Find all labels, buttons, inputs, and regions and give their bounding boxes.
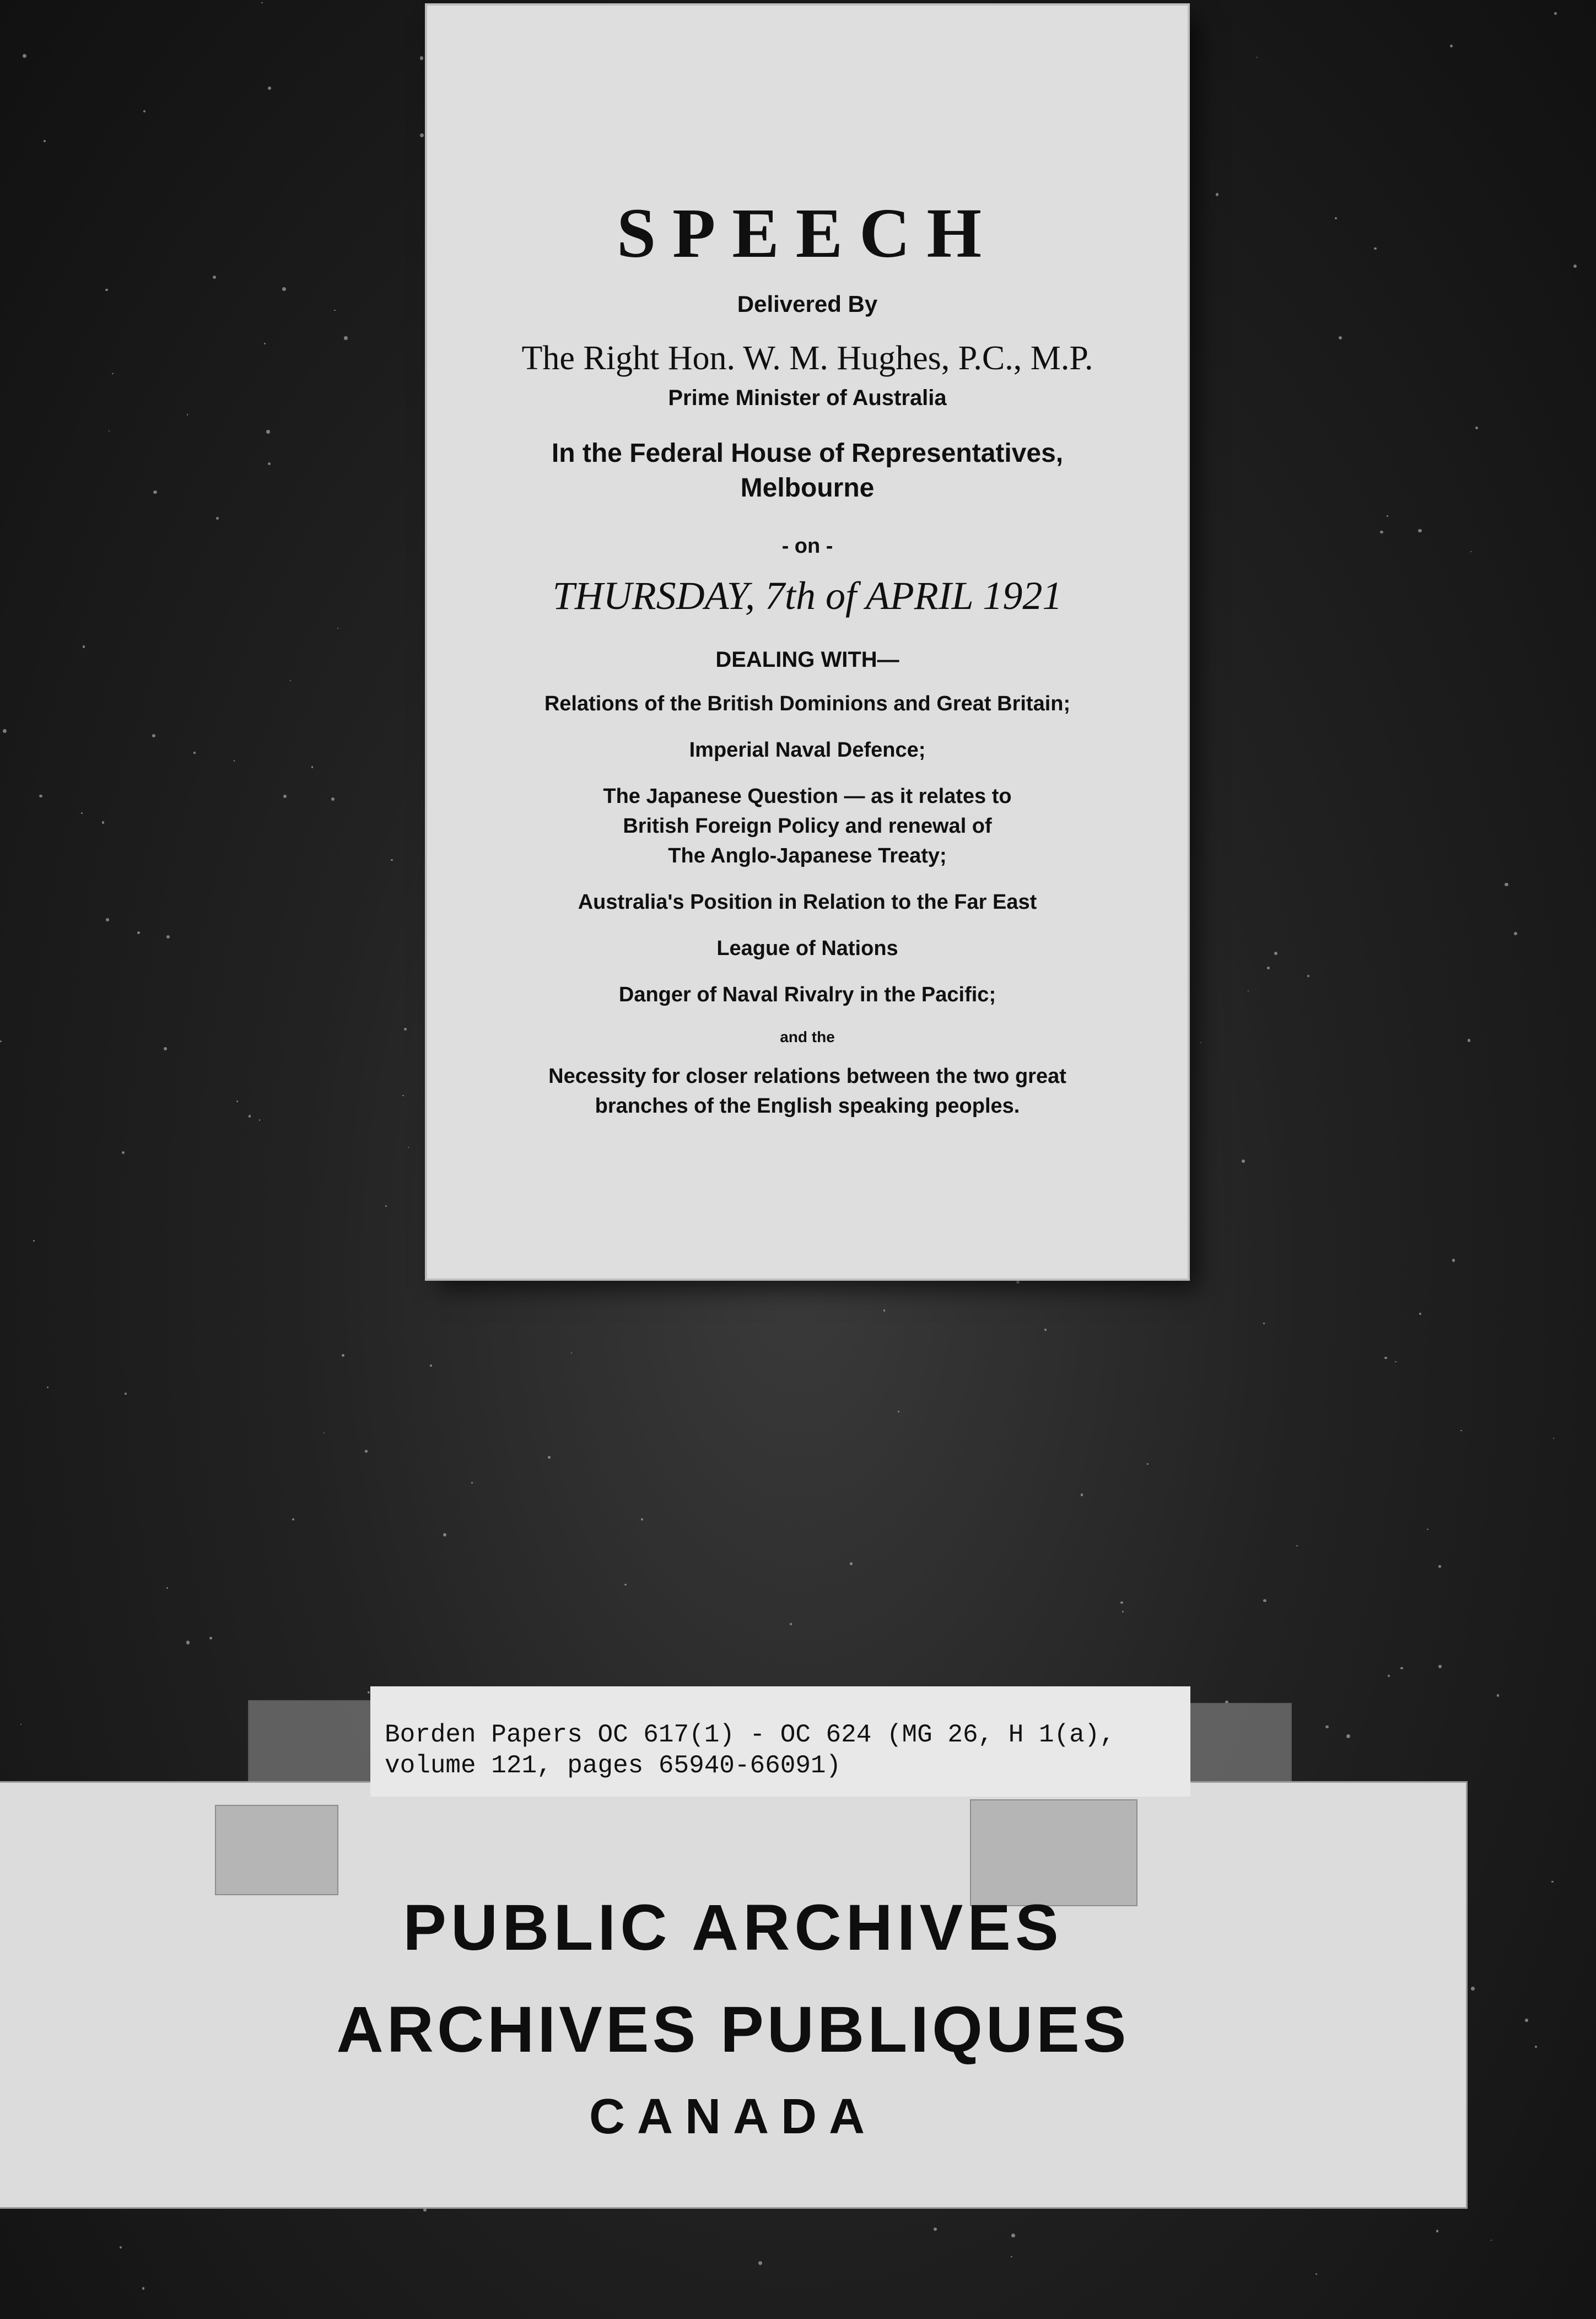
film-speck — [1438, 1565, 1441, 1567]
film-speck — [391, 859, 392, 861]
film-speck — [404, 1028, 407, 1031]
venue-line-1: In the Federal House of Representatives, — [551, 439, 1064, 468]
film-speck — [1419, 1313, 1421, 1315]
film-speck — [934, 2228, 937, 2231]
film-speck — [1011, 2234, 1015, 2237]
film-speck — [624, 1584, 626, 1585]
reference-line-1: Borden Papers OC 617(1) - OC 624 (MG 26, H 1(a), — [385, 1721, 1115, 1749]
film-speck — [334, 310, 335, 311]
archives-line-fr: ARCHIVES PUBLIQUES — [336, 1993, 1130, 2066]
topic-item — [427, 1061, 1188, 1121]
film-speck — [1081, 1493, 1083, 1496]
topic-line: branches of the English speaking peoples. — [595, 1094, 1020, 1118]
film-speck — [1120, 1601, 1123, 1604]
film-speck — [420, 56, 423, 60]
reference-line-2: volume 121, pages 65940-66091) — [385, 1751, 842, 1780]
film-speck — [1016, 1281, 1020, 1284]
film-speck — [142, 2287, 144, 2289]
topic-item — [427, 934, 1188, 963]
speech-date: THURSDAY, 7th of APRIL 1921 — [552, 574, 1063, 618]
film-speck — [1554, 12, 1557, 15]
topic-line: Necessity for closer relations between the two great — [548, 1065, 1066, 1088]
film-speck — [105, 289, 107, 291]
archives-card — [0, 1783, 1466, 2207]
film-speck — [1400, 1667, 1403, 1669]
film-speck — [365, 1450, 367, 1452]
film-speck — [122, 1151, 125, 1154]
film-speck — [1380, 531, 1383, 533]
film-speck — [1257, 57, 1258, 58]
film-speck — [1450, 45, 1453, 47]
topic-item — [427, 735, 1188, 765]
film-speck — [368, 1691, 370, 1694]
film-speck — [1387, 515, 1388, 517]
film-speck — [1307, 975, 1309, 977]
film-speck — [641, 1518, 643, 1520]
film-speck — [443, 1533, 446, 1536]
film-speck — [266, 430, 270, 434]
tape-piece — [1179, 1703, 1292, 1788]
film-speck — [402, 1095, 404, 1097]
film-speck — [1438, 1665, 1442, 1668]
topic-item — [427, 781, 1188, 871]
reference-label — [370, 1686, 1190, 1797]
film-speck — [1147, 1463, 1149, 1465]
film-speck — [1497, 1694, 1499, 1696]
topic-line: League of Nations — [716, 937, 898, 960]
topic-line: Danger of Naval Rivalry in the Pacific; — [618, 983, 996, 1006]
film-speck — [143, 110, 145, 112]
film-speck — [408, 1147, 409, 1148]
tape-piece — [215, 1805, 338, 1895]
film-speck — [323, 1432, 325, 1433]
film-speck — [234, 760, 235, 762]
film-speck — [1553, 1438, 1554, 1439]
speech-pamphlet — [427, 6, 1188, 1279]
film-speck — [1267, 967, 1270, 969]
film-speck — [1525, 2019, 1528, 2021]
topic-line: The Anglo-Japanese Treaty; — [668, 844, 947, 867]
film-speck — [331, 797, 335, 801]
film-speck — [1475, 427, 1478, 429]
film-speck — [186, 1641, 190, 1644]
tape-piece — [248, 1700, 382, 1791]
film-speck — [1339, 336, 1342, 339]
film-speck — [1374, 247, 1376, 250]
film-speck — [106, 918, 109, 921]
pamphlet-title: SPEECH — [616, 194, 999, 272]
film-speck — [1335, 217, 1337, 219]
speaker-role: Prime Minister of Australia — [668, 386, 947, 410]
film-speck — [282, 287, 286, 291]
film-speck — [471, 1482, 473, 1484]
film-speck — [268, 87, 271, 90]
film-speck — [249, 1115, 251, 1117]
on-label: - on - — [781, 535, 833, 558]
film-speck — [1395, 1361, 1396, 1362]
film-speck — [1346, 1734, 1350, 1738]
film-speck — [1505, 883, 1508, 886]
archives-country: CANADA — [589, 2089, 877, 2144]
film-speck — [153, 490, 157, 494]
film-speck — [259, 1119, 260, 1120]
topic-line: British Foreign Policy and renewal of — [623, 815, 992, 838]
and-the-connector — [427, 1026, 1188, 1048]
film-speck — [423, 2208, 427, 2212]
film-speck — [292, 1518, 294, 1520]
film-speck — [883, 1309, 886, 1312]
topic-list — [427, 689, 1188, 1137]
topic-item — [427, 980, 1188, 1010]
delivered-by: Delivered By — [737, 291, 878, 317]
topic-item — [427, 887, 1188, 917]
and-the-text: and the — [780, 1028, 835, 1045]
film-speck — [193, 752, 195, 753]
dealing-with-heading: DEALING WITH— — [715, 648, 899, 672]
topic-item — [427, 689, 1188, 719]
film-speck — [33, 1240, 34, 1241]
film-speck — [102, 821, 104, 823]
film-speck — [311, 766, 314, 768]
film-speck — [548, 1456, 551, 1459]
venue-line-2: Melbourne — [740, 473, 875, 503]
film-speck — [164, 1047, 167, 1050]
film-speck — [1471, 1987, 1475, 1991]
film-speck — [1216, 193, 1219, 196]
film-speck — [850, 1562, 852, 1565]
speaker-name: The Right Hon. W. M. Hughes, P.C., M.P. — [521, 339, 1093, 377]
topic-line: Imperial Naval Defence; — [689, 738, 926, 762]
topic-line: Australia's Position in Relation to the Far East — [578, 891, 1037, 914]
archives-line-en: PUBLIC ARCHIVES — [403, 1891, 1063, 1964]
topic-line: Relations of the British Dominions and Great Britain; — [544, 692, 1071, 715]
film-speck — [268, 462, 271, 465]
film-speck — [1384, 1357, 1387, 1359]
film-speck — [187, 414, 188, 416]
film-speck — [23, 54, 26, 58]
film-speck — [1491, 2240, 1492, 2241]
film-speck — [1551, 1881, 1554, 1883]
film-speck — [790, 1623, 792, 1625]
film-speck — [344, 336, 347, 339]
film-speck — [152, 734, 155, 737]
film-speck — [44, 140, 46, 142]
topic-line: The Japanese Question — as it relates to — [603, 785, 1012, 808]
film-speck — [3, 729, 7, 733]
